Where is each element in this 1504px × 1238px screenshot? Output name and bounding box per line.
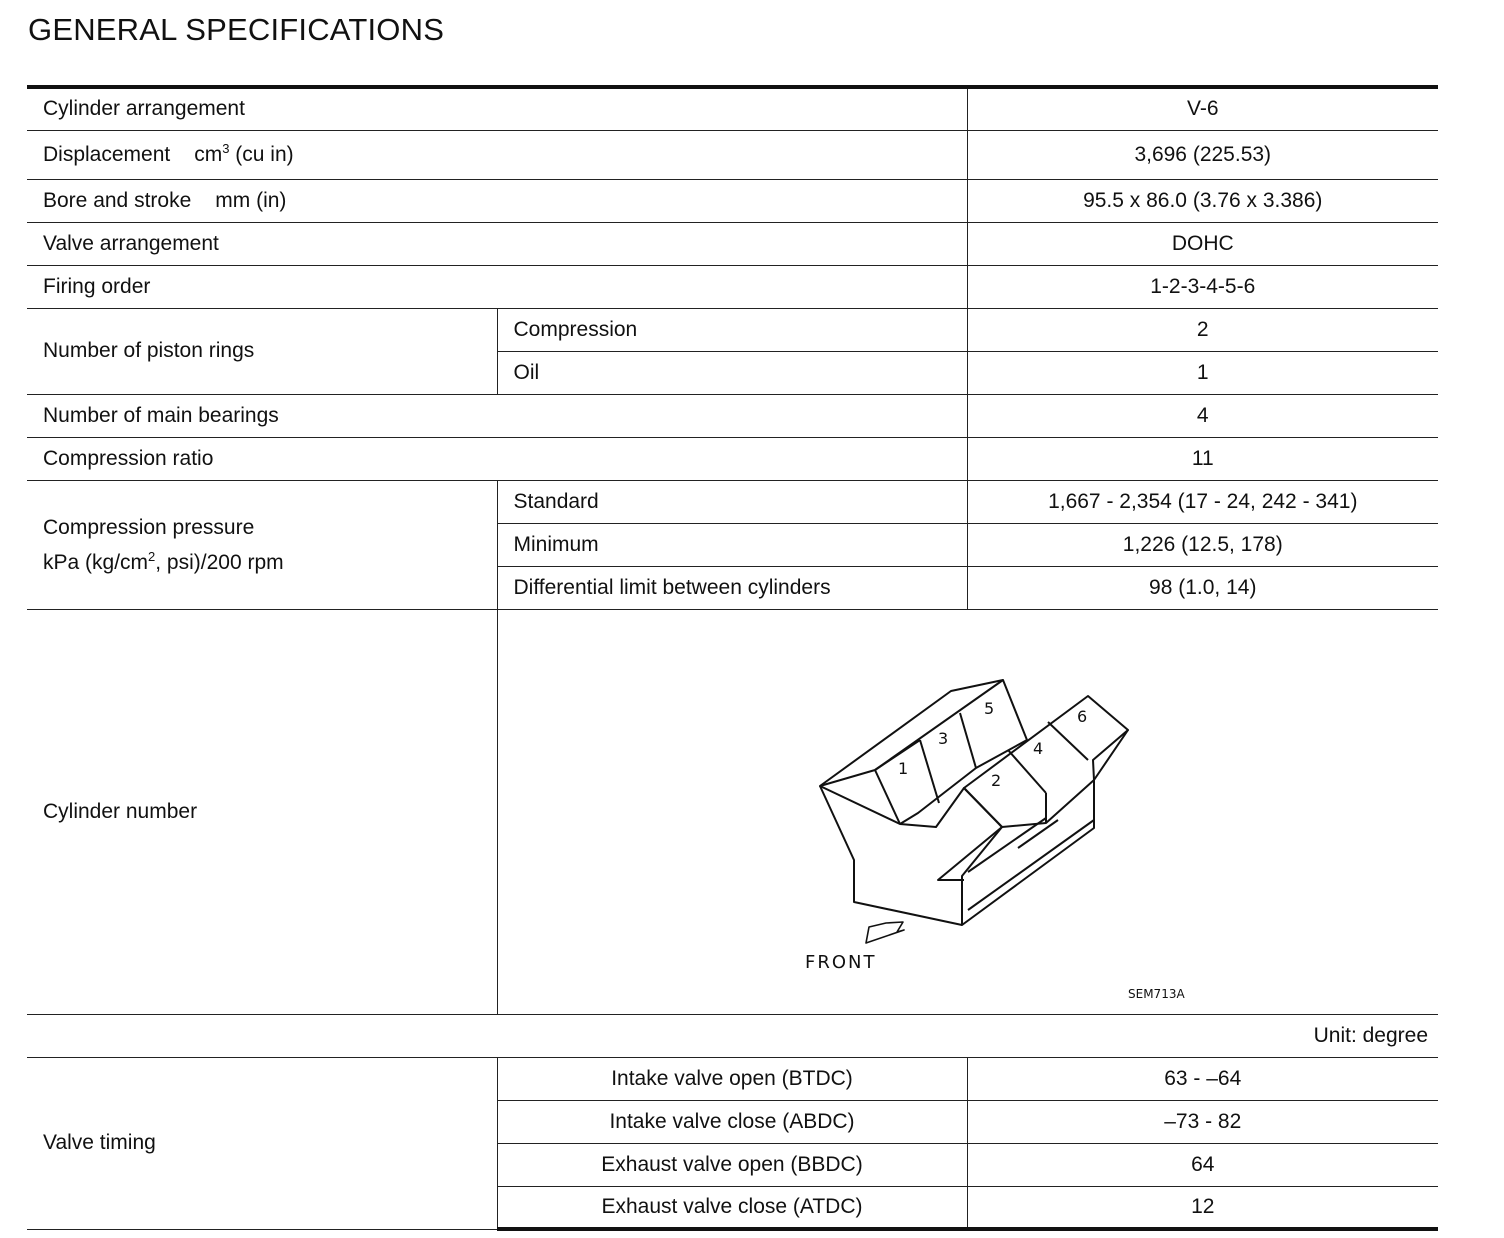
row-value: 12 xyxy=(967,1186,1438,1229)
table-row xyxy=(27,265,1438,308)
left-bank-edge xyxy=(820,770,875,786)
sub-label: Compression xyxy=(497,308,967,351)
cylinder-diagram-cell xyxy=(497,609,1438,1014)
row-value: DOHC xyxy=(967,222,1438,265)
row-value: V-6 xyxy=(967,87,1438,130)
cylinder-label-3: 3 xyxy=(937,728,948,748)
row-label: Valve timing xyxy=(27,1057,497,1229)
row-label xyxy=(27,480,497,609)
unit-note: Unit: degree xyxy=(27,1014,1438,1057)
cylinder-label-2: 2 xyxy=(990,770,1001,790)
cylinder-label-4: 4 xyxy=(1032,738,1043,758)
figure-code: SEM713A xyxy=(1127,986,1185,1001)
row-label: Valve arrangement xyxy=(27,222,967,265)
table-row xyxy=(27,1057,1438,1100)
bore-stroke-label: Bore and stroke xyxy=(43,188,192,212)
hatch-line xyxy=(968,820,1094,910)
v6-cylinder-diagram xyxy=(498,610,1439,1014)
row-value: 1-2-3-4-5-6 xyxy=(967,265,1438,308)
displacement-label: Displacement xyxy=(43,142,171,166)
row-value: 3,696 (225.53) xyxy=(967,130,1438,179)
cylinder-divider xyxy=(875,770,900,824)
row-label xyxy=(27,179,967,222)
table-row xyxy=(27,222,1438,265)
cylinder-label-6: 6 xyxy=(1076,706,1087,726)
row-value: 1 xyxy=(967,351,1438,394)
sub-label: Exhaust valve open (BBDC) xyxy=(497,1143,967,1186)
row-value: 95.5 x 86.0 (3.76 x 3.386) xyxy=(967,179,1438,222)
cylinder-divider xyxy=(1048,722,1088,760)
row-value: 1,226 (12.5, 178) xyxy=(967,523,1438,566)
specifications-table xyxy=(27,85,1438,1231)
row-value: –73 - 82 xyxy=(967,1100,1438,1143)
row-label: Firing order xyxy=(27,265,967,308)
cylinder-label-5: 5 xyxy=(983,698,994,718)
cylinder-divider xyxy=(960,713,976,768)
sub-label: Standard xyxy=(497,480,967,523)
table-row xyxy=(27,480,1438,523)
row-value: 2 xyxy=(967,308,1438,351)
row-value: 4 xyxy=(967,394,1438,437)
sub-label: Minimum xyxy=(497,523,967,566)
cylinder-label-1: 1 xyxy=(897,758,908,778)
sub-label: Exhaust valve close (ATDC) xyxy=(497,1186,967,1229)
sub-label: Intake valve open (BTDC) xyxy=(497,1057,967,1100)
front-arrow-icon xyxy=(866,922,904,943)
page-title: GENERAL SPECIFICATIONS xyxy=(28,12,445,47)
sub-label: Differential limit between cylinders xyxy=(497,566,967,609)
row-label: Cylinder number xyxy=(27,609,497,1014)
row-value: 98 (1.0, 14) xyxy=(967,566,1438,609)
table-row xyxy=(27,87,1438,130)
table-row xyxy=(27,130,1438,179)
table-row xyxy=(27,394,1438,437)
row-value: 11 xyxy=(967,437,1438,480)
row-label: Number of main bearings xyxy=(27,394,967,437)
front-label: FRONT xyxy=(804,951,876,973)
bore-stroke-unit: mm (in) xyxy=(215,188,287,212)
table-row xyxy=(27,1014,1438,1057)
row-label: Compression ratio xyxy=(27,437,967,480)
compression-pressure-label: Compression pressure xyxy=(43,515,255,539)
row-label: Number of piston rings xyxy=(27,308,497,394)
table-row xyxy=(27,609,1438,1014)
row-value: 64 xyxy=(967,1143,1438,1186)
cylinder-divider xyxy=(920,740,939,803)
table-row xyxy=(27,179,1438,222)
table-row xyxy=(27,437,1438,480)
sub-label: Intake valve close (ABDC) xyxy=(497,1100,967,1143)
row-value: 1,667 - 2,354 (17 - 24, 242 - 341) xyxy=(967,480,1438,523)
row-label xyxy=(27,130,967,179)
row-value: 63 - –64 xyxy=(967,1057,1438,1100)
displacement-unit: $cm^3$ (cu in) xyxy=(194,140,294,166)
sub-label: Oil xyxy=(497,351,967,394)
v-valley xyxy=(900,788,1002,880)
row-label: Cylinder arrangement xyxy=(27,87,967,130)
table-row xyxy=(27,308,1438,351)
compression-pressure-unit: kPa ($kg/cm^2$, psi)/200 rpm xyxy=(43,548,284,574)
